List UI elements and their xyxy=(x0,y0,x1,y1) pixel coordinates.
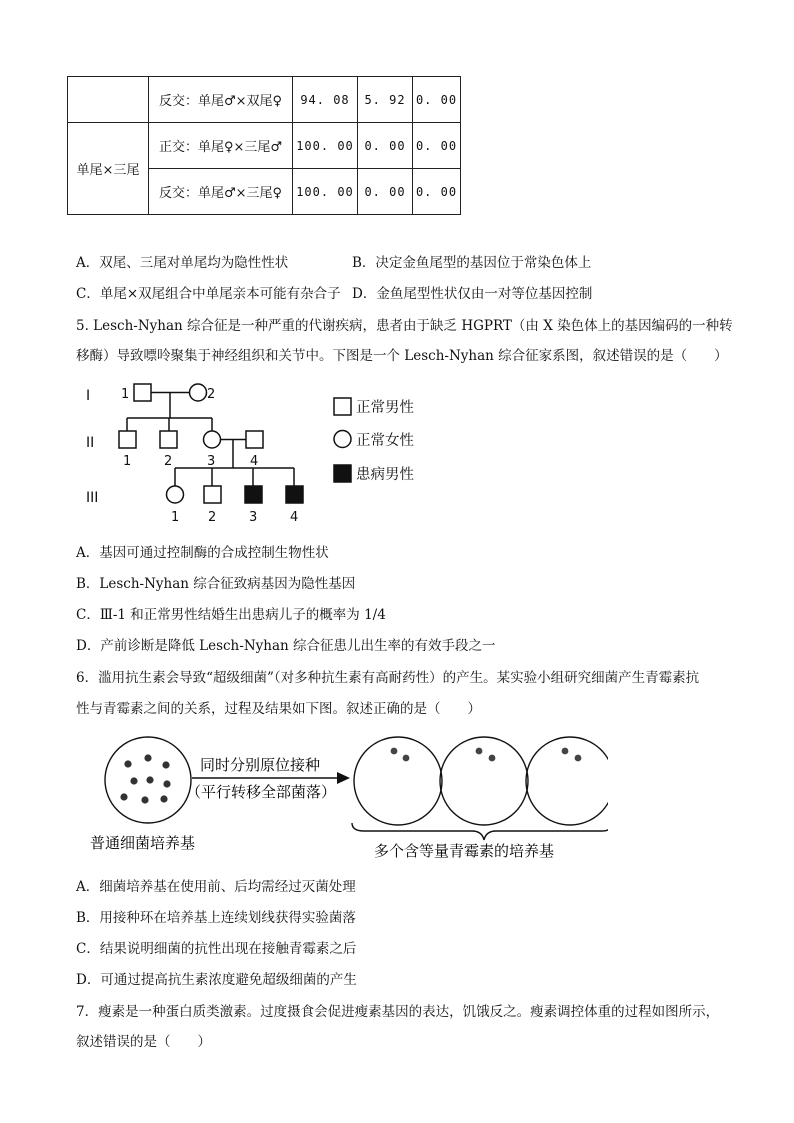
pedigree-number: 1 xyxy=(121,387,130,402)
q5-option-d: D．产前诊断是降低 Lesch-Nyhan 综合征患儿出生率的有效手段之一 xyxy=(76,638,496,654)
q7-stem-line2: 叙述错误的是（ ） xyxy=(76,1034,211,1050)
q6-option-c: C．结果说明细菌的抗性出现在接触青霉素之后 xyxy=(76,941,357,957)
cross-result-table xyxy=(67,76,461,215)
resistant-colony-dots xyxy=(391,748,582,762)
q6-stem-line1: 6．滥用抗生素会导致“超级细菌”（对多种抗生素有高耐药性）的产生。某实验小组研究细菌产生青霉素抗 xyxy=(76,670,700,686)
pedigree-number: 2 xyxy=(164,454,173,469)
arrow-head-icon xyxy=(337,772,350,784)
table-cell-group xyxy=(68,77,149,123)
legend-male-symbol xyxy=(334,398,351,415)
table-cell-value: 0. 00 xyxy=(413,169,461,215)
pedigree-chart xyxy=(78,376,438,532)
generation-label-iii: III xyxy=(86,490,99,506)
pedigree-number: 3 xyxy=(207,454,216,469)
table-cell-value: 5. 92 xyxy=(358,77,413,123)
q5-stem-line2: 移酶）导致嘌呤聚集于神经组织和关节中。下图是一个 Lesch-Nyhan 综合征家系图，叙述错误的是（ ） xyxy=(76,348,728,364)
q5-option-c: C．Ⅲ-1 和正常男性结婚生出患病儿子的概率为 1/4 xyxy=(76,607,386,623)
pedigree-iii2-male xyxy=(204,486,221,503)
table-cell-value: 100. 00 xyxy=(293,123,358,169)
pedigree-number: 2 xyxy=(208,510,217,525)
table-cell-value: 94. 08 xyxy=(293,77,358,123)
table-cell-value: 0. 00 xyxy=(413,123,461,169)
q4-option-b: B．决定金鱼尾型的基因位于常染色体上 xyxy=(352,255,592,271)
legend-female-label: 正常女性 xyxy=(356,433,414,449)
pedigree-iii1-female xyxy=(167,486,184,503)
generation-label-i: I xyxy=(86,388,91,404)
pedigree-ii1-male xyxy=(119,431,136,448)
q5-option-a: A．基因可通过控制酶的合成控制生物性状 xyxy=(76,545,329,561)
q6-option-d: D．可通过提高抗生素浓度避免超级细菌的产生 xyxy=(76,972,357,988)
pedigree-ii3-female xyxy=(204,431,221,448)
table-row xyxy=(68,77,461,123)
table-cell-value: 0. 00 xyxy=(413,77,461,123)
arrow-label-top: 同时分别原位接种 xyxy=(200,756,321,774)
table-cell-cross: 反交：单尾♂×三尾♀ xyxy=(149,169,293,215)
pedigree-number: 2 xyxy=(207,387,216,402)
normal-medium-label: 普通细菌培养基 xyxy=(90,834,196,852)
q4-option-d: D．金鱼尾型性状仅由一对等位基因控制 xyxy=(352,286,593,302)
colony-dots xyxy=(120,754,170,803)
q5-stem-line1: 5. Lesch-Nyhan 综合征是一种严重的代谢疾病，患者由于缺乏 HGPRT（由 X 染色体上的基因编码的一种转 xyxy=(76,318,733,334)
q7-stem-line1: 7．瘦素是一种蛋白质类激素。过度摄食会促进瘦素基因的表达，饥饿反之。瘦素调控体重的过程如图所示， xyxy=(76,1004,720,1020)
pedigree-number: 1 xyxy=(171,510,180,525)
q4-option-c: C．单尾×双尾组合中单尾亲本可能有杂合子 xyxy=(76,286,341,302)
table-cell-value: 0. 00 xyxy=(358,169,413,215)
q6-stem-line2: 性与青霉素之间的关系，过程及结果如下图。叙述正确的是（ ） xyxy=(76,701,481,717)
table-row xyxy=(68,123,461,169)
generation-label-ii: II xyxy=(86,435,95,451)
pedigree-i2-female xyxy=(190,384,207,401)
pedigree-i1-male xyxy=(134,384,151,401)
pedigree-number: 3 xyxy=(249,510,258,525)
table-cell-group: 单尾×三尾 xyxy=(68,123,149,215)
pedigree-number: 4 xyxy=(250,454,259,469)
penicillin-medium-label: 多个含等量青霉素的培养基 xyxy=(374,842,555,860)
pedigree-iii4-affected-male xyxy=(286,486,303,503)
penicillin-plate-1 xyxy=(354,737,442,825)
table-cell-value: 100. 00 xyxy=(293,169,358,215)
pedigree-ii4-male xyxy=(246,431,263,448)
table-cell-cross: 反交：单尾♂×双尾♀ xyxy=(149,77,293,123)
bacteria-transfer-diagram xyxy=(88,728,608,864)
table-cell-cross: 正交：单尾♀×三尾♂ xyxy=(149,123,293,169)
pedigree-ii2-male xyxy=(160,431,177,448)
penicillin-plate-2 xyxy=(440,737,528,825)
legend-female-symbol xyxy=(334,431,351,448)
q5-option-b: B．Lesch-Nyhan 综合征致病基因为隐性基因 xyxy=(76,576,356,592)
pedigree-iii3-affected-male xyxy=(245,486,262,503)
legend-affected-symbol xyxy=(334,465,351,482)
arrow-label-bottom: （平行转移全部菌落） xyxy=(186,783,337,801)
q4-option-a: A．双尾、三尾对单尾均为隐性性状 xyxy=(76,255,289,271)
legend-male-label: 正常男性 xyxy=(356,400,414,416)
legend-affected-label: 患病男性 xyxy=(356,467,414,483)
pedigree-number: 1 xyxy=(123,454,132,469)
table-cell-value: 0. 00 xyxy=(358,123,413,169)
pedigree-number: 4 xyxy=(290,510,299,525)
q6-option-a: A．细菌培养基在使用前、后均需经过灭菌处理 xyxy=(76,879,356,895)
q6-option-b: B．用接种环在培养基上连续划线获得实验菌落 xyxy=(76,910,356,926)
